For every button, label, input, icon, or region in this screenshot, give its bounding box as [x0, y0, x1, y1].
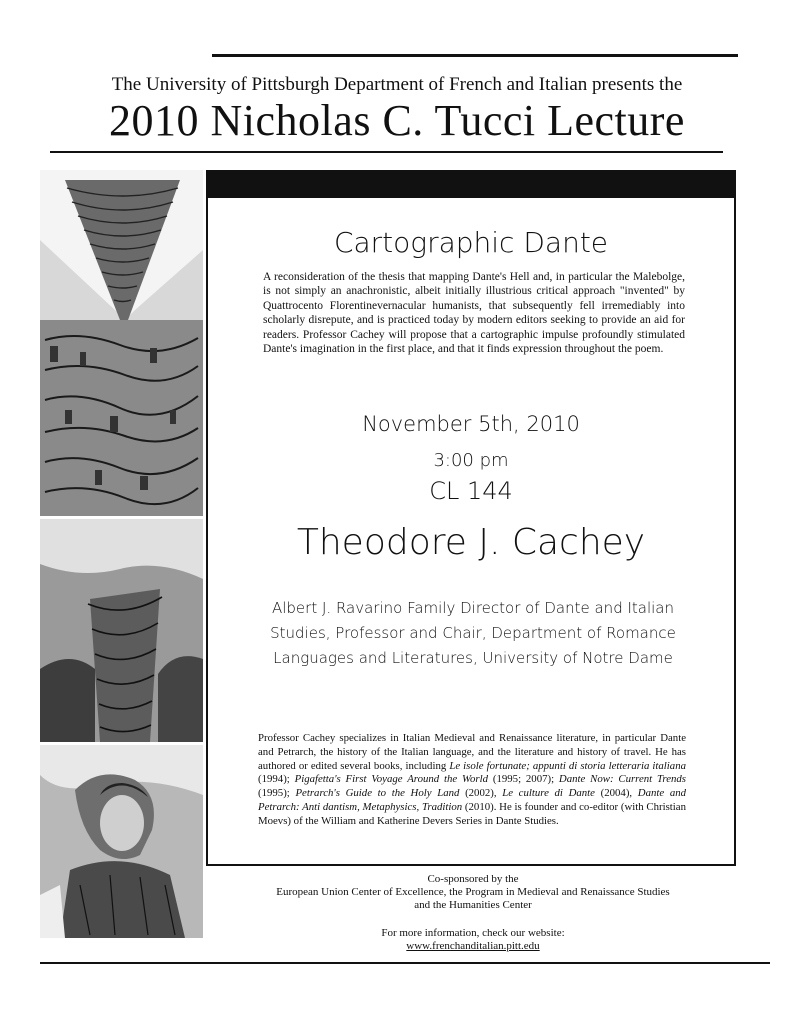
lecture-panel [206, 170, 736, 866]
bio-text: (2010). He is founder and co-editor (with Christian Moevs) of the William and Katherine Devers Series in Dante Studies. [258, 800, 687, 827]
bio-text: (1995; 2007); [488, 773, 559, 786]
presenter-line: The University of Pittsburgh Department of French and Italian presents the [111, 74, 683, 95]
art-purgatory-tower [40, 519, 203, 742]
sponsor-line: and the Humanities Center [414, 899, 532, 911]
top-rule [212, 54, 738, 57]
bio-text: (1994); [258, 773, 295, 786]
book-title: Petrarch's Guide to the Holy Land [295, 787, 460, 800]
sponsor-line: Co-sponsored by the [427, 873, 519, 885]
bio-text: Professor Cachey specializes in Italian Medieval and Renaissance literature, in particular Dante and Petrarch, the history of the Italian language, and the literature and history of travel. He has authored or edited several books, including [258, 732, 686, 772]
speaker-affiliation: Albert J. Ravarino Family Director of Dante and Italian Studies, Professor and Chair, Department of Romance Languages and Literatures, University of Notre Dame [270, 599, 676, 667]
event-time: 3:00 pm [433, 450, 509, 471]
bio-text: (2002), [459, 787, 503, 800]
bio-text: (1995); [258, 787, 296, 800]
speaker-bio [258, 732, 686, 829]
art-inferno-funnel [40, 170, 203, 516]
sponsor-line: European Union Center of Excellence, the Program in Medieval and Renaissance Studies [276, 886, 670, 898]
art-dante-portrait [40, 745, 203, 938]
info-block [210, 927, 736, 953]
bottom-rule [40, 962, 770, 964]
website-link[interactable]: www.frenchanditalian.pitt.edu [406, 940, 540, 952]
lecture-abstract: A reconsideration of the thesis that mapping Dante's Hell and, in particular the Malebolge, is not simply an anachronistic, albeit initially illustrious critical approach "invented" by Quattrocento Florentinevernacular humanists, that subsequently fell irremediably into scholarly disrepute, and is practiced today by modern editors seeking to provide an aid for readers. Professor Cachey will propose that a cartographic impulse profoundly stimulated Dante's imagination in the first place, and that it finds expression throughout the poem. [263, 271, 685, 356]
book-title: Dante and Petrarch: Anti dantism, Metaphysics, Tradition [258, 787, 687, 813]
lecture-title: Cartographic Dante [333, 226, 609, 259]
book-title: Pigafetta's First Voyage Around the World [294, 773, 489, 786]
page-title: 2010 Nicholas C. Tucci Lecture [109, 96, 685, 145]
book-title: Le isole fortunate; appunti di storia letteraria italiana [449, 759, 687, 772]
event-room: CL 144 [429, 477, 513, 505]
bio-text: (2004), [594, 787, 638, 800]
book-title: Dante Now: Current Trends [558, 773, 686, 786]
title-rule [50, 151, 723, 153]
panel-header-bar [208, 172, 734, 198]
event-date: November 5th, 2010 [362, 412, 580, 436]
speaker-name: Theodore J. Cachey [296, 522, 646, 563]
info-label: For more information, check our website: [381, 927, 565, 939]
sponsor-block [210, 873, 736, 912]
book-title: Le culture di Dante [502, 787, 595, 800]
